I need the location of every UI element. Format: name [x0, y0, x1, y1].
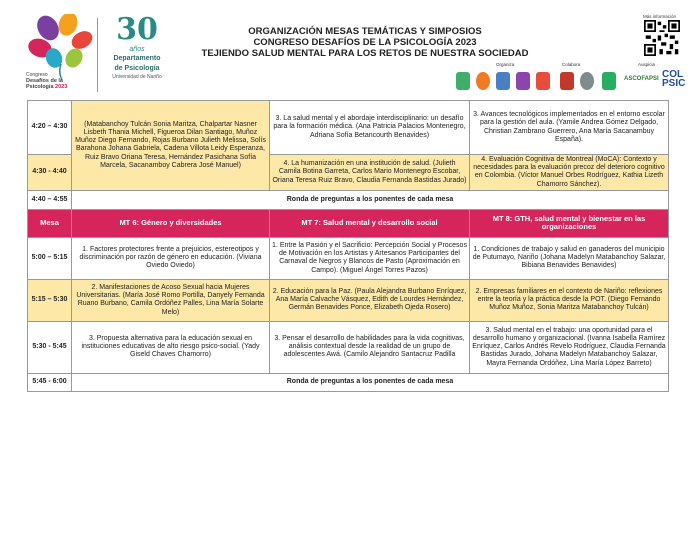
- collaborator-logo-3: [602, 72, 616, 90]
- session-cell: 1. Condiciones de trabajo y salud en ganaderos del municipio de Putumayo, Nariño (Johana Madelyn Matabanchoy Salazar, Bibiana Benavides Benavides): [470, 237, 669, 279]
- schedule-table: [27, 100, 669, 392]
- ronda-row: [28, 190, 669, 209]
- schedule-row: [28, 237, 669, 279]
- page-title: ORGANIZACIÓN MESAS TEMÁTICAS Y SIMPOSIOS CONGRESO DESAFÍOS DE LA PSICOLOGÍA 2023 TEJIENDO SALUD MENTAL PARA LOS RETOS DE NUESTRA SOCIEDAD: [201, 26, 529, 59]
- sponsors-row: [452, 62, 687, 98]
- session-cell: 1. Entre la Pasión y el Sacrificio: Percepción Social y Procesos de Motivación en los Artistas y Artesanos Participantes del Carnaval de Negros y Blancos de Pasto (Aproximación en Campo). (Miguel Ángel Torres Pazos): [270, 237, 470, 279]
- ronda-text: Ronda de preguntas a los ponentes de cada mesa: [72, 190, 669, 209]
- auspicia-label: Auspicia: [638, 62, 656, 67]
- session-cell: (Matabanchoy Tulcán Sonia Maritza, Chalpartar Nasner Lisbeth Thania Michell, Figueroa Dilan Santiago, Muñoz Muñoz Diego Fernando, Rojas Burbano Julieth Melissa, Solís Barahona Johana Gabriela, Cadena Villota Leidy Esperanza, Ruiz Bravo Oriana Teresa, Hernández Pasichana Sofía Marcela, Sacanamboy Cabrera José Manuel): [72, 101, 270, 191]
- colabora-label: Colabora: [562, 62, 581, 67]
- session-cell: 2. Empresas familiares en el contexto de Nariño: reflexiones entre la teoría y la práctica desde la POT. (Diego Fernando Muñoz Muñoz, Sonia Maritza Matabanchoy Tulcán): [470, 279, 669, 321]
- schedule-row: [28, 101, 669, 155]
- session-cell: 2. Manifestaciones de Acoso Sexual hacia Mujeres Universitarias. (María José Romo Portilla, Danyely Fernanda Ruano Burbano, Camila Ordóñez Palles, Lina María Solarte Melo): [72, 279, 270, 321]
- time-cell: 4:30 - 4:40: [28, 155, 72, 191]
- time-cell: 4:20 – 4:30: [28, 101, 72, 155]
- schedule-row: [28, 279, 669, 321]
- ascofapsi-logo: ASCOFAPSI: [624, 76, 659, 82]
- session-cell: 3. Salud mental en el trabajo: una oportunidad para el desarrollo humano y organizacional. (Ivanna Isabella Ramírez Enríquez, Carlos Andrés Revelo Rodríguez, Claudia Fernanda Bastidas Jurado, Johana Madelyn Matabanchoy Salazar, Mayra Fernanda Ordóñez, Lina María López Barreto): [470, 321, 669, 373]
- congreso-logo-text: Congreso Desafíos de la Psicología 2023: [26, 72, 68, 90]
- time-cell: 4:40 – 4:55: [28, 190, 72, 209]
- mt7-title: MT 7: Salud mental y desarrollo social: [270, 209, 470, 237]
- session-cell: 2. Educación para la Paz. (Paula Alejandra Burbano Enríquez, Ana María Calvache Vásquez, Edith de Lourdes Hernández, Germán Benavides Ponce, Elizabeth Ojeda Rosero): [270, 279, 470, 321]
- organizer-logo-2: [476, 72, 490, 90]
- session-cell: 4. La humanización en una institución de salud. (Julieth Camila Botina Garreta, Carlos Mario Montenegro Escobar, Oriana Teresa Ruiz Bravo, Claudia Fernanda Bastidas Jurado): [270, 155, 470, 191]
- schedule-row: [28, 321, 669, 373]
- ronda-text: Ronda de preguntas a los ponentes de cada mesa: [72, 373, 669, 391]
- organizer-logo-1: [456, 72, 470, 90]
- logo-divider: [97, 18, 98, 92]
- time-cell: 5:15 – 5:30: [28, 279, 72, 321]
- session-cell: 1. Factores protectores frente a prejuicios, estereotipos y discriminación por razón de género en educación. (Viviana Oviedo Oviedo): [72, 237, 270, 279]
- mt6-title: MT 6: Género y diversidades: [72, 209, 270, 237]
- page-header: [0, 0, 696, 100]
- mesa-label: Mesa: [28, 209, 72, 237]
- time-cell: 5:00 – 5:15: [28, 237, 72, 279]
- colpsic-logo: COL PSIC: [662, 69, 686, 89]
- mesa-header-row: [28, 209, 669, 237]
- mt8-title: MT 8: GTH, salud mental y bienestar en las organizaciones: [470, 209, 669, 237]
- collaborator-logo-2: [580, 72, 594, 90]
- organiza-label: Organiza: [496, 62, 515, 67]
- organizer-logo-3: [496, 72, 510, 90]
- session-cell: 3. Propuesta alternativa para la educación sexual en instituciones educativas de alto riesgo psico-social. (Yady Giseld Chaves Chamorro): [72, 321, 270, 373]
- 30-anos-logo: 30 años Departamento de Psicología Universidad de Nariño: [112, 12, 162, 80]
- session-cell: 4. Evaluación Cognitiva de Montreal (MoCA): Contexto y necesidades para la evaluación precoz del deterioro cognitivo en Colombia. (Víctor Manuel Orbes Rodríguez, Kathia Lizeth Chamorro Sánchez).: [470, 155, 669, 191]
- qr-label: Más información: [643, 14, 677, 19]
- qr-code-icon[interactable]: [644, 20, 680, 56]
- collaborator-logo-1: [560, 72, 574, 90]
- ronda-row: [28, 373, 669, 391]
- session-cell: 3. Avances tecnológicos implementados en el entorno escolar para la gestión del aula. (Yamile Andrea Gómez Delgado, Christian Zambrano Guerrero, Ana María Sacanambuy España).: [470, 101, 669, 155]
- organizer-logo-4: [516, 72, 530, 90]
- session-cell: 3. Pensar el desarrollo de habilidades para la vida cognitivas, análisis contextual desde la realidad de un grupo de adolescentes Awá. (Camilo Alejandro Santacruz Padilla: [270, 321, 470, 373]
- session-cell: 3. La salud mental y el abordaje interdisciplinario: un desafío para la formación médica. (Ana Patricia Palacios Montenegro, Adriana Sofía Betancourth Benavides): [270, 101, 470, 155]
- time-cell: 5:30 - 5:45: [28, 321, 72, 373]
- organizer-logo-5: [536, 72, 550, 90]
- time-cell: 5:45 - 6:00: [28, 373, 72, 391]
